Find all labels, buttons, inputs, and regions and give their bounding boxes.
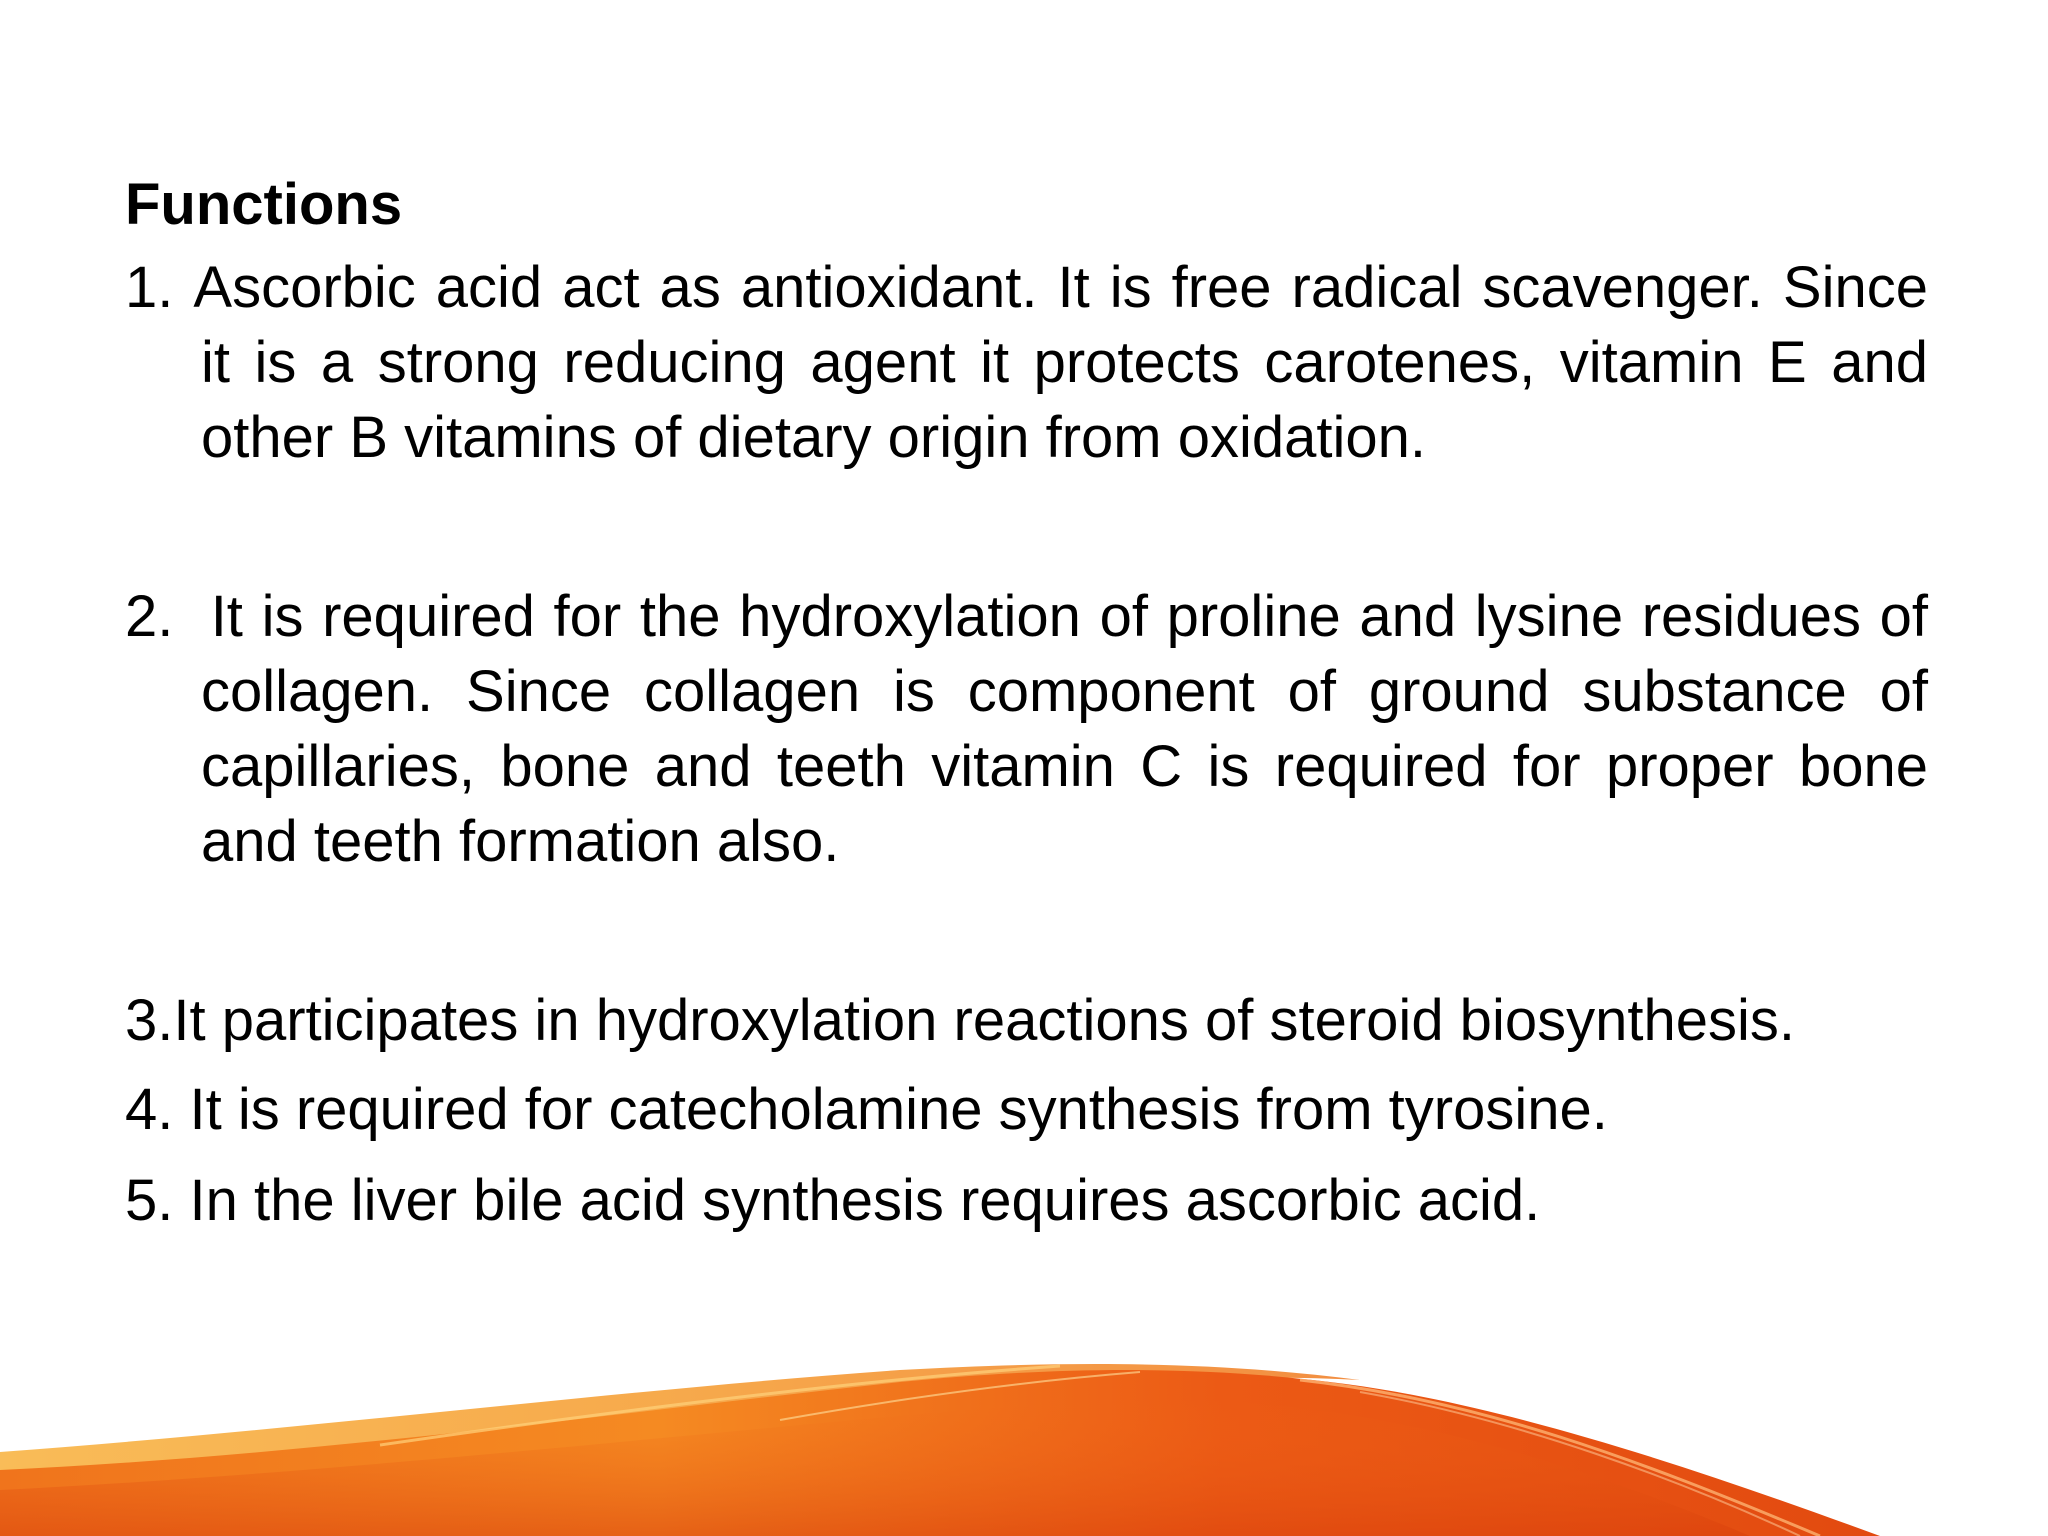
item-number: 1. — [125, 255, 174, 320]
function-item-3 — [125, 983, 1928, 1058]
item-text: It participates in hydroxylation reactions of steroid biosynthesis. — [173, 988, 1795, 1053]
item-text: Ascorbic acid act as antioxidant. It is free radical scavenger. Since it is a strong reducing agent it protects carotenes, vitamin E and other B vitamins of dietary origin from oxidation. — [193, 255, 1928, 470]
item-number: 2. — [125, 584, 174, 649]
item-number: 4. — [125, 1077, 174, 1142]
item-text: In the liver bile acid synthesis requires ascorbic acid. — [189, 1168, 1541, 1233]
function-item-2 — [125, 579, 1928, 879]
function-item-4 — [125, 1072, 1928, 1147]
item-text: It is required for the hydroxylation of proline and lysine residues of collagen. Since collagen is component of ground substance of capillaries, bone and teeth vitamin C is required for proper bone and teeth formation also. — [201, 584, 1928, 874]
function-item-1 — [125, 250, 1928, 475]
item-text: It is required for catecholamine synthesis from tyrosine. — [189, 1077, 1608, 1142]
item-number: 3. — [125, 988, 174, 1053]
slide-heading: Functions — [125, 172, 403, 237]
item-number: 5. — [125, 1168, 174, 1233]
function-item-5 — [125, 1163, 1928, 1238]
slide-content — [125, 168, 1928, 1238]
